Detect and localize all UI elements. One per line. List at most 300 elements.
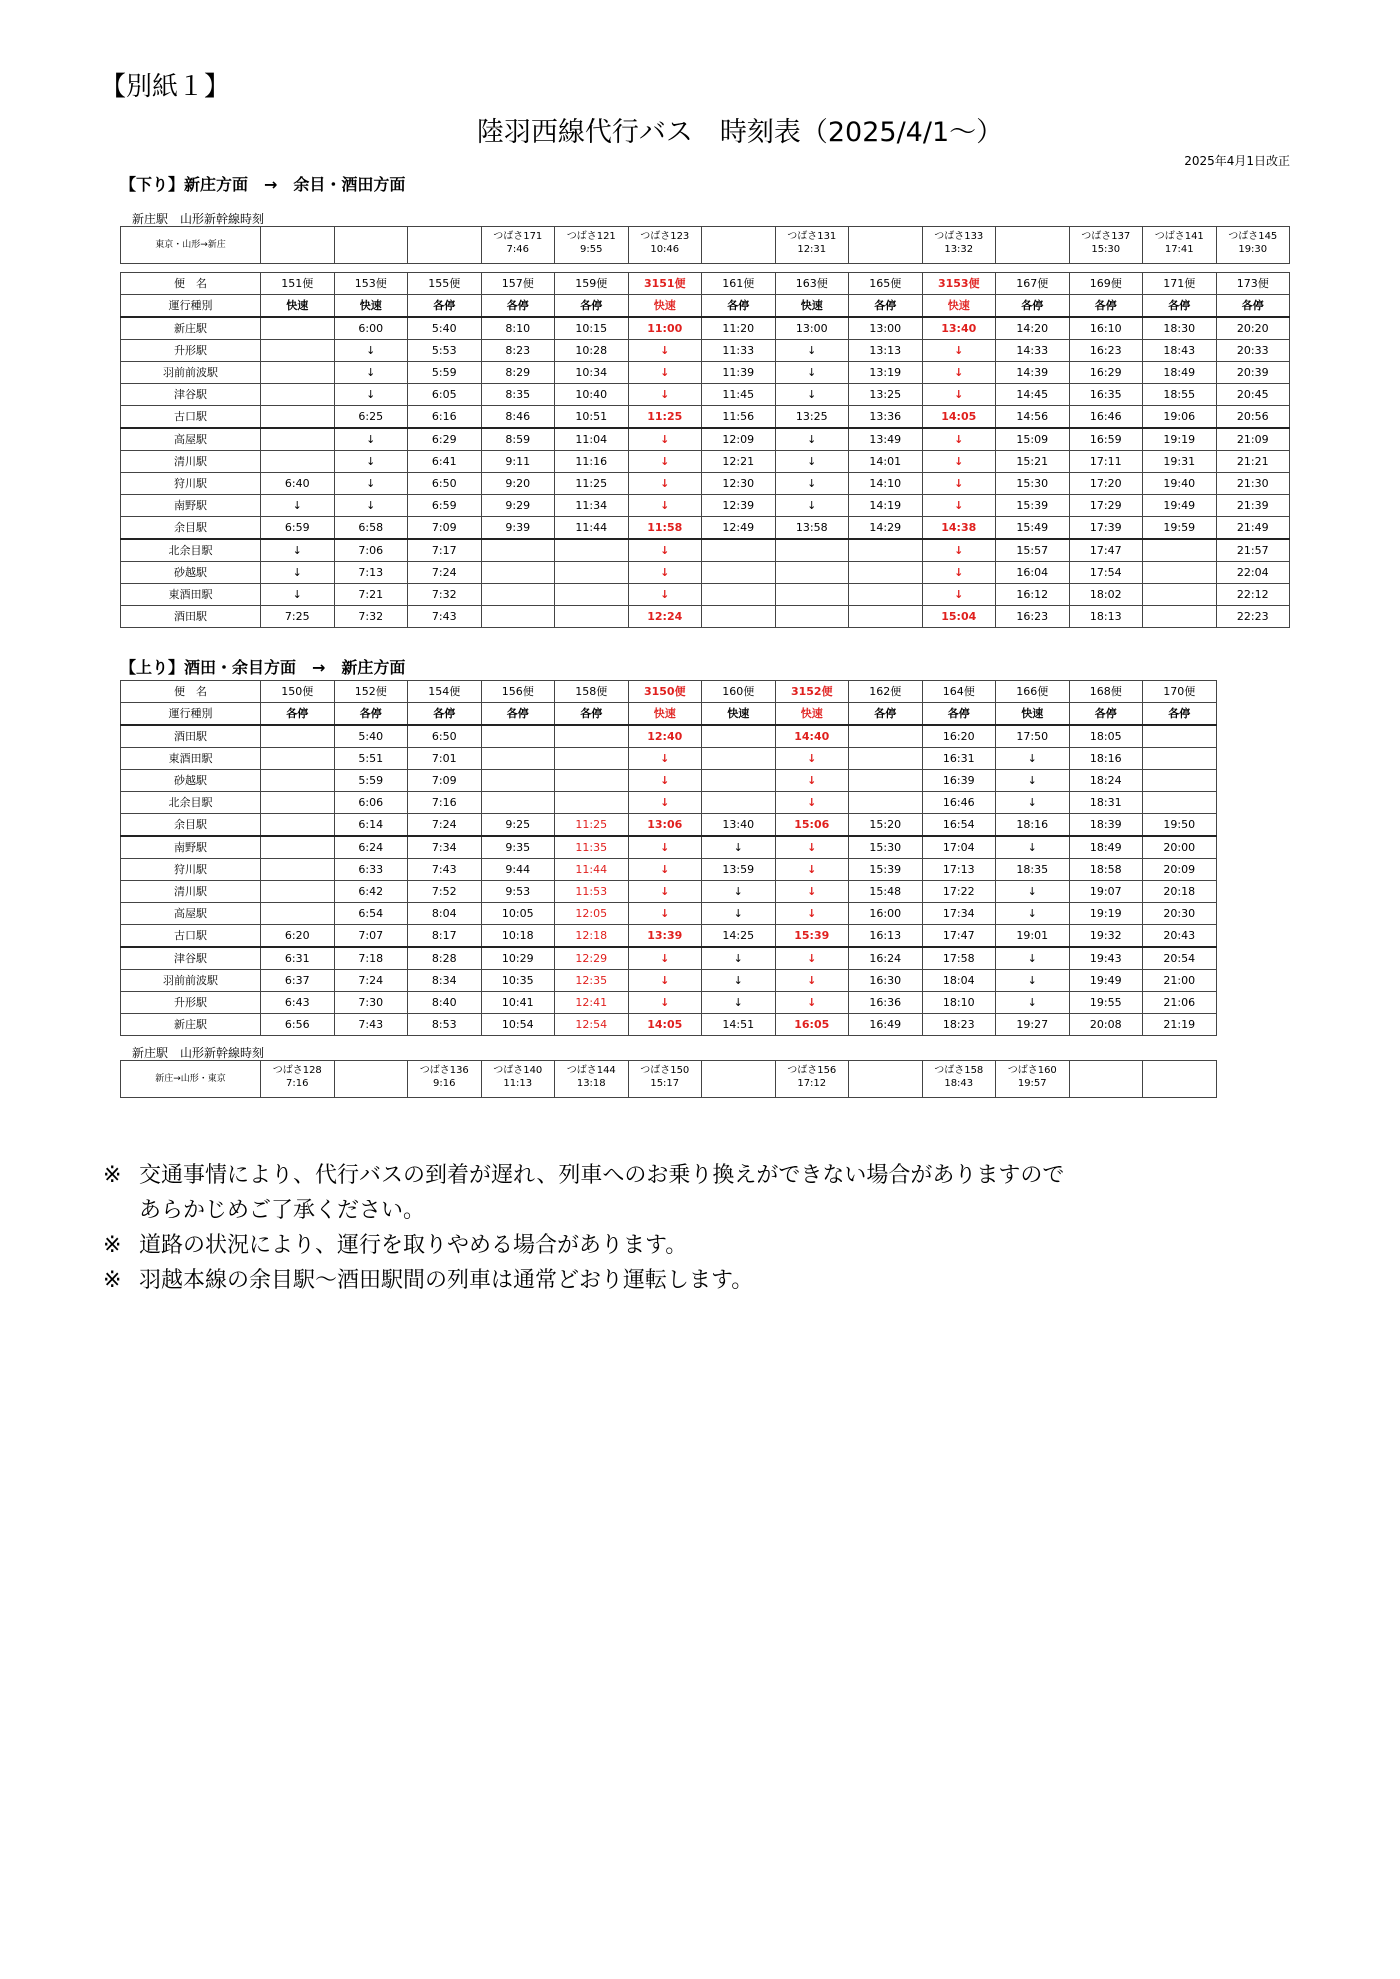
time-cell: ↓ — [334, 451, 408, 473]
time-cell — [849, 584, 923, 606]
time-cell: ↓ — [922, 473, 996, 495]
time-cell: 16:36 — [849, 992, 923, 1014]
time-cell: 14:33 — [996, 340, 1070, 362]
bin-name: 161便 — [702, 273, 776, 295]
shinkansen-cell — [334, 1061, 408, 1098]
shinkansen-cell — [555, 1061, 629, 1098]
time-cell: 16:35 — [1069, 384, 1143, 406]
bin-name: 160便 — [702, 681, 776, 703]
station-name: 東酒田駅 — [121, 748, 261, 770]
train-time: 15:17 — [650, 1078, 680, 1089]
time-cell: 11:39 — [702, 362, 776, 384]
time-cell: ↓ — [996, 881, 1070, 903]
time-cell: 16:46 — [1069, 406, 1143, 429]
time-cell: 10:51 — [555, 406, 629, 429]
time-cell: ↓ — [775, 473, 849, 495]
train-name: つばさ136 — [419, 1065, 469, 1076]
time-cell: 17:29 — [1069, 495, 1143, 517]
time-cell — [261, 770, 335, 792]
table-row — [121, 362, 1290, 384]
time-cell: ↓ — [702, 903, 776, 925]
station-name: 北余目駅 — [121, 792, 261, 814]
time-cell — [775, 584, 849, 606]
bin-name: 3152便 — [775, 681, 849, 703]
table-row — [121, 947, 1217, 970]
time-cell: 12:18 — [555, 925, 629, 948]
time-cell: 19:27 — [996, 1014, 1070, 1036]
time-cell: 12:05 — [555, 903, 629, 925]
time-cell: ↓ — [628, 473, 702, 495]
time-cell: 19:19 — [1069, 903, 1143, 925]
time-cell — [261, 451, 335, 473]
shinkansen-cell — [996, 227, 1070, 264]
shinkansen-cell — [481, 227, 555, 264]
time-cell: 19:40 — [1143, 473, 1217, 495]
time-cell: 20:20 — [1216, 317, 1290, 340]
time-cell: 9:39 — [481, 517, 555, 540]
time-cell: 6:29 — [408, 428, 482, 451]
time-cell: 17:54 — [1069, 562, 1143, 584]
train-name: つばさ141 — [1154, 231, 1204, 242]
time-cell — [481, 792, 555, 814]
time-cell: 7:16 — [408, 792, 482, 814]
time-cell: ↓ — [775, 384, 849, 406]
time-cell: 6:54 — [334, 903, 408, 925]
time-cell: 6:31 — [261, 947, 335, 970]
station-name: 東酒田駅 — [121, 584, 261, 606]
station-name: 升形駅 — [121, 992, 261, 1014]
time-cell: ↓ — [775, 770, 849, 792]
time-cell — [1143, 770, 1217, 792]
time-cell: 13:00 — [775, 317, 849, 340]
time-cell: 6:41 — [408, 451, 482, 473]
service-type: 各停 — [481, 295, 555, 318]
time-cell: ↓ — [922, 495, 996, 517]
service-type: 各停 — [1216, 295, 1290, 318]
time-cell: ↓ — [922, 539, 996, 562]
time-cell: 7:52 — [408, 881, 482, 903]
time-cell: 20:18 — [1143, 881, 1217, 903]
time-cell: 19:50 — [1143, 814, 1217, 837]
time-cell: 18:24 — [1069, 770, 1143, 792]
time-cell: 16:05 — [775, 1014, 849, 1036]
time-cell: 16:23 — [1069, 340, 1143, 362]
time-cell: 10:18 — [481, 925, 555, 948]
shinkansen-cell — [408, 227, 482, 264]
time-cell: 21:09 — [1216, 428, 1290, 451]
station-name: 高屋駅 — [121, 903, 261, 925]
time-cell: 16:20 — [922, 725, 996, 748]
time-cell: 18:23 — [922, 1014, 996, 1036]
time-cell — [702, 584, 776, 606]
time-cell: 17:47 — [922, 925, 996, 948]
time-cell — [702, 725, 776, 748]
time-cell: ↓ — [996, 947, 1070, 970]
station-name: 津谷駅 — [121, 384, 261, 406]
time-cell: ↓ — [922, 562, 996, 584]
time-cell: 6:50 — [408, 725, 482, 748]
note-line: 交通事情により、代行バスの到着が遅れ、列車へのお乗り換えができない場合がありますので — [139, 1163, 1065, 1188]
page-title: 陸羽西線代行バス 時刻表（2025/4/1～） — [476, 117, 1004, 148]
train-time: 17:41 — [1164, 244, 1194, 255]
time-cell: 18:05 — [1069, 725, 1143, 748]
time-cell — [261, 317, 335, 340]
time-cell — [1143, 562, 1217, 584]
time-cell: ↓ — [628, 428, 702, 451]
time-cell: 7:43 — [334, 1014, 408, 1036]
time-cell: ↓ — [996, 836, 1070, 859]
time-cell: 10:40 — [555, 384, 629, 406]
time-cell: 13:06 — [628, 814, 702, 837]
time-cell: ↓ — [775, 340, 849, 362]
station-name: 狩川駅 — [121, 473, 261, 495]
bin-name: 154便 — [408, 681, 482, 703]
time-cell: 12:39 — [702, 495, 776, 517]
shinkansen-cell — [408, 1061, 482, 1098]
time-cell: 13:39 — [628, 925, 702, 948]
note-text — [139, 1158, 1064, 1228]
train-time: 7:46 — [506, 244, 529, 255]
time-cell — [702, 792, 776, 814]
time-cell: 11:53 — [555, 881, 629, 903]
time-cell: 20:45 — [1216, 384, 1290, 406]
service-type: 各停 — [849, 703, 923, 726]
time-cell: 11:35 — [555, 836, 629, 859]
type-row — [121, 703, 1217, 726]
time-cell: 11:45 — [702, 384, 776, 406]
time-cell: 11:33 — [702, 340, 776, 362]
time-cell: 10:29 — [481, 947, 555, 970]
train-time: 11:13 — [503, 1078, 533, 1089]
time-cell: ↓ — [775, 836, 849, 859]
bin-row — [121, 273, 1290, 295]
time-cell: 7:24 — [334, 970, 408, 992]
time-cell: 15:39 — [996, 495, 1070, 517]
time-cell: 14:05 — [922, 406, 996, 429]
time-cell: 9:44 — [481, 859, 555, 881]
time-cell: 14:29 — [849, 517, 923, 540]
time-cell — [555, 584, 629, 606]
time-cell: 8:46 — [481, 406, 555, 429]
time-cell: 14:38 — [922, 517, 996, 540]
shinkansen-cell — [555, 227, 629, 264]
time-cell: 17:22 — [922, 881, 996, 903]
service-type: 快速 — [261, 295, 335, 318]
time-cell: 13:58 — [775, 517, 849, 540]
time-cell: 11:00 — [628, 317, 702, 340]
time-cell — [555, 748, 629, 770]
bin-name: 168便 — [1069, 681, 1143, 703]
bin-name: 155便 — [408, 273, 482, 295]
time-cell: ↓ — [628, 495, 702, 517]
time-cell: 7:17 — [408, 539, 482, 562]
time-cell: 6:59 — [261, 517, 335, 540]
time-cell: 14:01 — [849, 451, 923, 473]
table-row — [121, 925, 1217, 948]
time-cell: 13:19 — [849, 362, 923, 384]
time-cell: ↓ — [922, 384, 996, 406]
time-cell: 21:21 — [1216, 451, 1290, 473]
time-cell: 6:50 — [408, 473, 482, 495]
bin-name: 153便 — [334, 273, 408, 295]
time-cell: 19:06 — [1143, 406, 1217, 429]
bin-name: 166便 — [996, 681, 1070, 703]
time-cell: ↓ — [996, 903, 1070, 925]
time-cell: ↓ — [775, 428, 849, 451]
time-cell: 17:11 — [1069, 451, 1143, 473]
time-cell — [481, 562, 555, 584]
time-cell — [555, 606, 629, 628]
time-cell: ↓ — [628, 539, 702, 562]
time-cell: 8:17 — [408, 925, 482, 948]
time-cell: 14:45 — [996, 384, 1070, 406]
down-heading: 【下り】新庄方面 → 余目・酒田方面 — [120, 175, 406, 194]
time-cell: 15:20 — [849, 814, 923, 837]
time-cell: 16:54 — [922, 814, 996, 837]
time-cell: ↓ — [775, 859, 849, 881]
time-cell: ↓ — [261, 539, 335, 562]
time-cell: 18:31 — [1069, 792, 1143, 814]
time-cell: 6:24 — [334, 836, 408, 859]
service-type: 快速 — [628, 703, 702, 726]
time-cell: ↓ — [775, 362, 849, 384]
time-cell: 21:06 — [1143, 992, 1217, 1014]
service-type: 各停 — [702, 295, 776, 318]
time-cell — [849, 725, 923, 748]
time-cell — [702, 606, 776, 628]
shinkansen-cell — [261, 227, 335, 264]
time-cell: 18:02 — [1069, 584, 1143, 606]
table-row — [121, 428, 1290, 451]
shinkansen-row — [121, 1061, 1217, 1098]
time-cell: 10:54 — [481, 1014, 555, 1036]
time-cell: ↓ — [628, 836, 702, 859]
shinkansen-cell — [775, 1061, 849, 1098]
time-cell: 11:25 — [555, 473, 629, 495]
time-cell: 5:59 — [334, 770, 408, 792]
time-cell: 16:10 — [1069, 317, 1143, 340]
time-cell: 15:06 — [775, 814, 849, 837]
notes — [103, 1158, 1303, 1298]
time-cell: 16:59 — [1069, 428, 1143, 451]
service-type: 各停 — [481, 703, 555, 726]
time-cell: 14:10 — [849, 473, 923, 495]
bin-name: 156便 — [481, 681, 555, 703]
table-row — [121, 606, 1290, 628]
table-row — [121, 539, 1290, 562]
time-cell: ↓ — [628, 362, 702, 384]
time-cell: 17:58 — [922, 947, 996, 970]
time-cell: 11:58 — [628, 517, 702, 540]
time-cell: 6:06 — [334, 792, 408, 814]
time-cell — [261, 406, 335, 429]
time-cell: 20:00 — [1143, 836, 1217, 859]
table-row — [121, 451, 1290, 473]
down-timetable — [120, 272, 1290, 628]
time-cell: 11:56 — [702, 406, 776, 429]
time-cell: 18:16 — [996, 814, 1070, 837]
train-time: 9:55 — [580, 244, 603, 255]
time-cell: 6:59 — [408, 495, 482, 517]
train-name: つばさ145 — [1228, 231, 1278, 242]
time-cell: 12:21 — [702, 451, 776, 473]
time-cell: 10:15 — [555, 317, 629, 340]
time-cell: 9:29 — [481, 495, 555, 517]
time-cell: 19:19 — [1143, 428, 1217, 451]
time-cell: 11:34 — [555, 495, 629, 517]
table-row — [121, 562, 1290, 584]
time-cell: ↓ — [628, 792, 702, 814]
time-cell — [481, 606, 555, 628]
train-name: つばさ158 — [934, 1065, 984, 1076]
time-cell: 9:53 — [481, 881, 555, 903]
shinkansen-cell — [261, 1061, 335, 1098]
time-cell: ↓ — [334, 473, 408, 495]
time-cell: ↓ — [775, 792, 849, 814]
table-row — [121, 792, 1217, 814]
train-name: つばさ121 — [566, 231, 616, 242]
time-cell — [702, 539, 776, 562]
bin-label: 便 名 — [121, 681, 261, 703]
time-cell: 7:24 — [408, 562, 482, 584]
time-cell: ↓ — [628, 881, 702, 903]
time-cell: 7:09 — [408, 517, 482, 540]
time-cell — [1143, 748, 1217, 770]
bin-row — [121, 681, 1217, 703]
time-cell: ↓ — [628, 859, 702, 881]
time-cell: ↓ — [996, 792, 1070, 814]
time-cell — [775, 562, 849, 584]
time-cell: 18:43 — [1143, 340, 1217, 362]
time-cell: ↓ — [922, 428, 996, 451]
train-name: つばさ133 — [934, 231, 984, 242]
down-shinkansen-label: 新庄駅 山形新幹線時刻 — [132, 212, 265, 226]
bin-name: 162便 — [849, 681, 923, 703]
table-row — [121, 384, 1290, 406]
up-shinkansen-label: 新庄駅 山形新幹線時刻 — [132, 1046, 265, 1060]
time-cell: 16:30 — [849, 970, 923, 992]
train-time: 18:43 — [944, 1078, 974, 1089]
time-cell: 19:55 — [1069, 992, 1143, 1014]
time-cell: 7:43 — [408, 606, 482, 628]
time-cell: 14:51 — [702, 1014, 776, 1036]
time-cell: 17:04 — [922, 836, 996, 859]
station-name: 津谷駅 — [121, 947, 261, 970]
time-cell: 6:42 — [334, 881, 408, 903]
time-cell — [481, 748, 555, 770]
time-cell: 13:13 — [849, 340, 923, 362]
time-cell: 7:24 — [408, 814, 482, 837]
time-cell: 9:20 — [481, 473, 555, 495]
note-item — [103, 1158, 1303, 1228]
time-cell: 17:50 — [996, 725, 1070, 748]
time-cell: 19:31 — [1143, 451, 1217, 473]
time-cell — [849, 562, 923, 584]
time-cell: ↓ — [775, 451, 849, 473]
time-cell: 19:43 — [1069, 947, 1143, 970]
time-cell: ↓ — [775, 970, 849, 992]
train-name: つばさ144 — [566, 1065, 616, 1076]
table-row — [121, 495, 1290, 517]
time-cell: 16:23 — [996, 606, 1070, 628]
time-cell: 13:36 — [849, 406, 923, 429]
note-item — [103, 1228, 1303, 1263]
time-cell: 20:54 — [1143, 947, 1217, 970]
bin-name: 171便 — [1143, 273, 1217, 295]
station-name: 砂越駅 — [121, 562, 261, 584]
time-cell: 18:39 — [1069, 814, 1143, 837]
time-cell: ↓ — [775, 748, 849, 770]
train-name: つばさ171 — [493, 231, 543, 242]
time-cell: 18:55 — [1143, 384, 1217, 406]
time-cell: 14:56 — [996, 406, 1070, 429]
time-cell: ↓ — [922, 584, 996, 606]
note-line: 道路の状況により、運行を取りやめる場合があります。 — [139, 1233, 688, 1258]
time-cell: ↓ — [996, 992, 1070, 1014]
time-cell: 7:43 — [408, 859, 482, 881]
time-cell: 15:30 — [849, 836, 923, 859]
time-cell — [555, 725, 629, 748]
up-heading: 【上り】酒田・余目方面 → 新庄方面 — [120, 658, 406, 677]
time-cell — [702, 770, 776, 792]
train-time: 10:46 — [650, 244, 680, 255]
time-cell: 11:25 — [555, 814, 629, 837]
service-type: 各停 — [1069, 295, 1143, 318]
note-line: 羽越本線の余目駅～酒田駅間の列車は通常どおり運転します。 — [139, 1268, 754, 1293]
time-cell — [261, 340, 335, 362]
time-cell: 9:35 — [481, 836, 555, 859]
bin-name: 152便 — [334, 681, 408, 703]
table-row — [121, 340, 1290, 362]
time-cell: 10:41 — [481, 992, 555, 1014]
time-cell: 5:53 — [408, 340, 482, 362]
time-cell — [261, 792, 335, 814]
time-cell: ↓ — [628, 340, 702, 362]
time-cell: 7:01 — [408, 748, 482, 770]
service-type: 快速 — [922, 295, 996, 318]
train-time: 13:32 — [944, 244, 974, 255]
table-row — [121, 406, 1290, 429]
station-name: 新庄駅 — [121, 317, 261, 340]
table-row — [121, 584, 1290, 606]
time-cell: ↓ — [334, 428, 408, 451]
up-timetable — [120, 680, 1217, 1036]
time-cell — [1143, 725, 1217, 748]
time-cell: ↓ — [702, 992, 776, 1014]
time-cell: 22:04 — [1216, 562, 1290, 584]
time-cell: ↓ — [628, 992, 702, 1014]
bin-name: 164便 — [922, 681, 996, 703]
service-type: 快速 — [628, 295, 702, 318]
time-cell: 20:56 — [1216, 406, 1290, 429]
time-cell: 12:40 — [628, 725, 702, 748]
time-cell: 8:23 — [481, 340, 555, 362]
train-name: つばさ131 — [787, 231, 837, 242]
time-cell: ↓ — [628, 562, 702, 584]
time-cell: 15:30 — [996, 473, 1070, 495]
time-cell: 6:43 — [261, 992, 335, 1014]
bin-name: 165便 — [849, 273, 923, 295]
time-cell: 15:21 — [996, 451, 1070, 473]
time-cell: 21:39 — [1216, 495, 1290, 517]
station-name: 新庄駅 — [121, 1014, 261, 1036]
time-cell — [849, 606, 923, 628]
time-cell: 10:34 — [555, 362, 629, 384]
time-cell: ↓ — [775, 947, 849, 970]
time-cell — [261, 859, 335, 881]
time-cell — [1143, 606, 1217, 628]
service-type: 各停 — [996, 295, 1070, 318]
